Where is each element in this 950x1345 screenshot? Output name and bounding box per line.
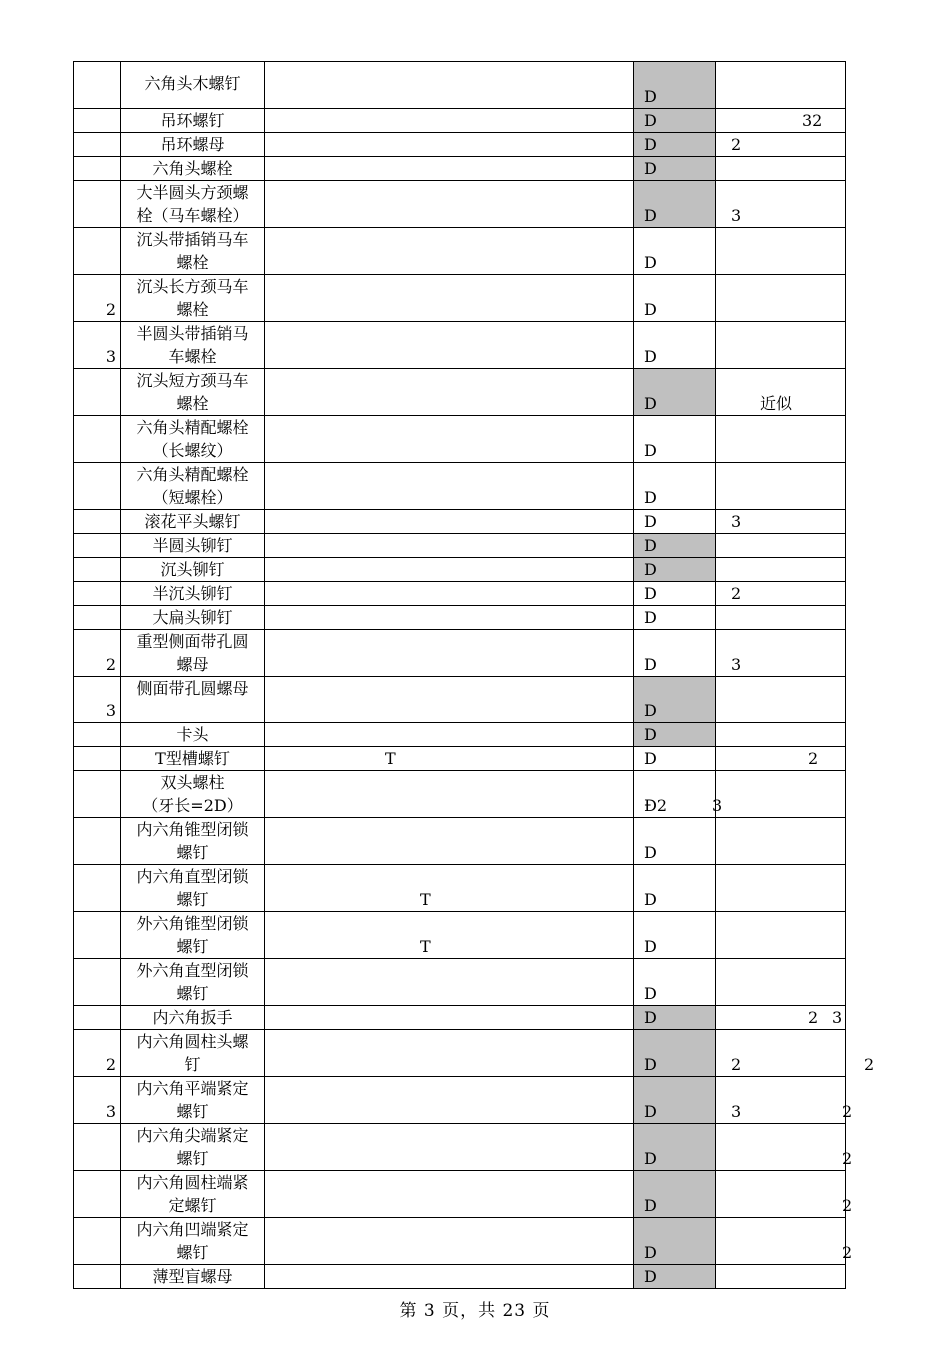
diameter-label: D bbox=[644, 159, 657, 178]
value-cell bbox=[716, 1006, 846, 1030]
table-row bbox=[74, 771, 846, 818]
row-index-cell bbox=[74, 181, 121, 228]
item-name-line: 吊环螺母 bbox=[160, 135, 225, 154]
item-name-cell bbox=[121, 1124, 265, 1171]
diameter-label: D bbox=[644, 560, 657, 579]
item-name-cell bbox=[121, 912, 265, 959]
value-text: 2 bbox=[731, 584, 742, 603]
value-text: 3 bbox=[731, 1102, 742, 1121]
value-text: 近似 bbox=[760, 394, 793, 413]
row-index-cell bbox=[74, 959, 121, 1006]
row-index-cell bbox=[74, 534, 121, 558]
table-row bbox=[74, 62, 846, 109]
fastener-table bbox=[73, 61, 875, 1289]
item-name-cell bbox=[121, 865, 265, 912]
item-name-line: 重型侧面带孔圆 bbox=[136, 632, 249, 651]
diameter-label: D bbox=[644, 536, 657, 555]
value-cell bbox=[716, 322, 846, 369]
item-name-line: 吊环螺钉 bbox=[160, 111, 225, 130]
item-name-line: 大半圆头方颈螺 bbox=[136, 183, 249, 202]
row-index-cell bbox=[74, 818, 121, 865]
value-cell bbox=[716, 630, 846, 677]
diameter-cell bbox=[634, 723, 716, 747]
spec-cell bbox=[265, 322, 634, 369]
diameter-cell bbox=[634, 747, 716, 771]
value-cell bbox=[716, 606, 846, 630]
item-name-cell bbox=[121, 747, 265, 771]
spec-cell bbox=[265, 463, 634, 510]
value-cell bbox=[716, 771, 846, 818]
diameter-label: D bbox=[644, 1267, 657, 1286]
diameter-label: D bbox=[644, 584, 657, 603]
diameter-cell bbox=[634, 109, 716, 133]
row-index-cell bbox=[74, 1171, 121, 1218]
item-name-cell bbox=[121, 1006, 265, 1030]
value-cell bbox=[716, 133, 846, 157]
value-cell bbox=[716, 1077, 853, 1124]
table-row bbox=[74, 157, 846, 181]
item-name-line: 定螺钉 bbox=[168, 1196, 217, 1215]
row-index-cell: 2 bbox=[74, 275, 121, 322]
table-row bbox=[74, 558, 846, 582]
item-name-line: 半圆头铆钉 bbox=[152, 536, 233, 555]
item-name-line: （牙长=2D） bbox=[142, 796, 243, 815]
spec-cell bbox=[265, 181, 634, 228]
overflow-value: 2 bbox=[842, 1196, 853, 1215]
item-name-cell bbox=[121, 1077, 265, 1124]
value-text: 3 bbox=[731, 512, 742, 531]
spec-cell bbox=[265, 912, 634, 959]
value-cell bbox=[716, 534, 846, 558]
item-name-cell bbox=[121, 818, 265, 865]
diameter-label: D bbox=[644, 394, 657, 413]
diameter-cell bbox=[634, 369, 716, 416]
table-row bbox=[74, 865, 846, 912]
row-index-cell: 3 bbox=[74, 322, 121, 369]
diameter-label: D bbox=[644, 206, 657, 225]
table-row bbox=[74, 181, 846, 228]
table-row bbox=[74, 109, 846, 133]
row-index-cell bbox=[74, 228, 121, 275]
value-cell bbox=[716, 1030, 875, 1077]
row-index-cell bbox=[74, 558, 121, 582]
item-name-line: 螺钉 bbox=[176, 1243, 209, 1262]
diameter-cell bbox=[634, 534, 716, 558]
item-name-line: 沉头短方颈马车 bbox=[136, 371, 249, 390]
item-name-line: 沉头长方颈马车 bbox=[136, 277, 249, 296]
item-name-line: 螺钉 bbox=[176, 1102, 209, 1121]
item-name-cell bbox=[121, 416, 265, 463]
diameter-label: D bbox=[644, 890, 657, 909]
spec-cell bbox=[265, 818, 634, 865]
item-name-cell bbox=[121, 157, 265, 181]
spec-cell bbox=[265, 747, 634, 771]
row-index-cell bbox=[74, 865, 121, 912]
spec-cell bbox=[265, 1077, 634, 1124]
diameter-cell bbox=[634, 959, 716, 1006]
item-name-line: 卡头 bbox=[176, 725, 209, 744]
diameter-cell bbox=[634, 416, 716, 463]
item-name-line: 车螺栓 bbox=[168, 347, 217, 366]
diameter-cell bbox=[634, 818, 716, 865]
value-cell bbox=[716, 959, 846, 1006]
row-index-cell bbox=[74, 723, 121, 747]
table-row bbox=[74, 1218, 846, 1265]
item-name-line: 外六角直型闭锁 bbox=[136, 961, 249, 980]
row-index-cell: 2 bbox=[74, 630, 121, 677]
value-cell bbox=[716, 157, 846, 181]
value-cell bbox=[716, 1265, 846, 1289]
diameter-cell bbox=[634, 463, 716, 510]
value-cell bbox=[716, 228, 846, 275]
row-index-cell bbox=[74, 62, 121, 109]
value-cell bbox=[716, 510, 846, 534]
spec-cell bbox=[265, 558, 634, 582]
diameter-cell bbox=[634, 1030, 716, 1077]
spec-cell bbox=[265, 62, 634, 109]
item-name-cell bbox=[121, 1265, 265, 1289]
table-row bbox=[74, 1030, 846, 1077]
diameter-label: D bbox=[644, 655, 657, 674]
item-name-line: （短螺栓） bbox=[152, 488, 233, 507]
row-index-cell bbox=[74, 1265, 121, 1289]
item-name-line: 内六角锥型闭锁 bbox=[136, 820, 249, 839]
diameter-label: D bbox=[644, 984, 657, 1003]
diameter-cell bbox=[634, 228, 716, 275]
diameter-extra: 3 bbox=[712, 796, 723, 815]
item-name-line: 六角头精配螺栓 bbox=[136, 465, 249, 484]
diameter-label: D bbox=[644, 749, 657, 768]
row-index-cell bbox=[74, 771, 121, 818]
item-name-line: 内六角平端紧定 bbox=[136, 1079, 249, 1098]
item-name-line: 大扁头铆钉 bbox=[152, 608, 233, 627]
item-name-cell bbox=[121, 62, 265, 109]
diameter-cell bbox=[634, 865, 716, 912]
overflow-value: 2 bbox=[842, 1102, 853, 1121]
item-name-line: 滚花平头螺钉 bbox=[144, 512, 241, 531]
table-row bbox=[74, 369, 846, 416]
value-text: 2 bbox=[808, 1008, 819, 1027]
spec-cell bbox=[265, 1171, 634, 1218]
table-row bbox=[74, 1077, 846, 1124]
row-index-cell bbox=[74, 582, 121, 606]
row-index-cell bbox=[74, 606, 121, 630]
spec-cell bbox=[265, 723, 634, 747]
value-cell bbox=[716, 865, 846, 912]
row-index-cell bbox=[74, 133, 121, 157]
item-name-cell bbox=[121, 275, 265, 322]
value-text: 3 bbox=[731, 206, 742, 225]
value-cell bbox=[716, 723, 846, 747]
diameter-cell bbox=[634, 606, 716, 630]
diameter-cell bbox=[634, 677, 716, 723]
row-index-cell: 2 bbox=[74, 1030, 121, 1077]
value-text: 2 bbox=[808, 749, 819, 768]
value-cell bbox=[716, 558, 846, 582]
row-index-cell bbox=[74, 416, 121, 463]
diameter-cell bbox=[634, 62, 716, 109]
spec-cell bbox=[265, 133, 634, 157]
diameter-label: D bbox=[644, 843, 657, 862]
diameter-cell bbox=[634, 558, 716, 582]
table-row bbox=[74, 510, 846, 534]
item-name-line: 螺栓 bbox=[176, 253, 209, 272]
diameter-label: D bbox=[644, 441, 657, 460]
diameter-cell bbox=[634, 1124, 716, 1171]
spec-cell bbox=[265, 582, 634, 606]
item-name-cell bbox=[121, 369, 265, 416]
diameter-cell bbox=[634, 157, 716, 181]
table-row bbox=[74, 677, 846, 723]
item-name-cell bbox=[121, 1030, 265, 1077]
value-cell bbox=[716, 677, 846, 723]
table-row bbox=[74, 912, 846, 959]
item-name-line: 栓（马车螺栓） bbox=[136, 206, 249, 225]
table-row bbox=[74, 322, 846, 369]
diameter-label: D bbox=[644, 300, 657, 319]
spec-cell bbox=[265, 510, 634, 534]
item-name-line: 内六角圆柱头螺 bbox=[136, 1032, 249, 1051]
spec-cell bbox=[265, 630, 634, 677]
spec-cell bbox=[265, 369, 634, 416]
item-name-line: 内六角尖端紧定 bbox=[136, 1126, 249, 1145]
item-name-line: 螺钉 bbox=[176, 843, 209, 862]
item-name-cell bbox=[121, 558, 265, 582]
row-index-cell bbox=[74, 109, 121, 133]
spec-cell bbox=[265, 1218, 634, 1265]
item-name-cell bbox=[121, 771, 265, 818]
item-name-cell bbox=[121, 606, 265, 630]
row-index-cell: 3 bbox=[74, 1077, 121, 1124]
spec-mark: T bbox=[385, 749, 396, 768]
item-name-cell bbox=[121, 1218, 265, 1265]
value-text: 2 bbox=[731, 135, 742, 154]
table-row bbox=[74, 723, 846, 747]
item-name-line: 螺栓 bbox=[176, 394, 209, 413]
value-cell bbox=[716, 818, 846, 865]
table-row bbox=[74, 747, 846, 771]
table-row bbox=[74, 1124, 846, 1171]
item-name-line: 沉头铆钉 bbox=[160, 560, 225, 579]
item-name-cell bbox=[121, 959, 265, 1006]
item-name-line: 螺钉 bbox=[176, 984, 209, 1003]
diameter-label: D bbox=[644, 701, 657, 720]
diameter-cell bbox=[634, 582, 716, 606]
diameter-label: Ð2 bbox=[644, 796, 668, 815]
row-index-cell bbox=[74, 510, 121, 534]
diameter-label: D bbox=[644, 1243, 657, 1262]
table-row bbox=[74, 1265, 846, 1289]
item-name-line: T型槽螺钉 bbox=[155, 749, 230, 768]
spec-cell bbox=[265, 416, 634, 463]
diameter-cell bbox=[634, 912, 716, 959]
item-name-line: 薄型盲螺母 bbox=[152, 1267, 233, 1286]
spec-mark: T bbox=[420, 890, 431, 909]
value-cell bbox=[716, 1171, 853, 1218]
value-cell bbox=[716, 275, 846, 322]
diameter-label: D bbox=[644, 1055, 657, 1074]
item-name-cell bbox=[121, 1171, 265, 1218]
item-name-line: 螺钉 bbox=[176, 1149, 209, 1168]
overflow-value: 2 bbox=[842, 1243, 853, 1262]
item-name-line: 半沉头铆钉 bbox=[152, 584, 233, 603]
item-name-line: 内六角扳手 bbox=[152, 1008, 233, 1027]
row-index-cell bbox=[74, 157, 121, 181]
table-row bbox=[74, 606, 846, 630]
spec-cell bbox=[265, 1006, 634, 1030]
table-row bbox=[74, 416, 846, 463]
row-index-cell bbox=[74, 369, 121, 416]
diameter-label: D bbox=[644, 1149, 657, 1168]
diameter-cell bbox=[634, 275, 716, 322]
diameter-cell bbox=[634, 181, 716, 228]
item-name-line: 螺钉 bbox=[176, 937, 209, 956]
item-name-line: 六角头螺栓 bbox=[152, 159, 233, 178]
item-name-cell bbox=[121, 181, 265, 228]
diameter-label: D bbox=[644, 111, 657, 130]
value-cell bbox=[716, 181, 846, 228]
item-name-cell bbox=[121, 109, 265, 133]
diameter-label: D bbox=[644, 347, 657, 366]
row-index-cell: 3 bbox=[74, 677, 121, 723]
diameter-cell bbox=[634, 1218, 716, 1265]
value-cell bbox=[716, 62, 846, 109]
item-name-cell bbox=[121, 510, 265, 534]
spec-cell bbox=[265, 534, 634, 558]
item-name-cell bbox=[121, 322, 265, 369]
diameter-cell bbox=[634, 1006, 716, 1030]
table-row bbox=[74, 1171, 846, 1218]
spec-cell bbox=[265, 275, 634, 322]
diameter-label: D bbox=[644, 1196, 657, 1215]
item-name-cell bbox=[121, 723, 265, 747]
row-index-cell bbox=[74, 912, 121, 959]
item-name-line: 六角头精配螺栓 bbox=[136, 418, 249, 437]
overflow-value: 2 bbox=[842, 1149, 853, 1168]
item-name-line: 内六角圆柱端紧 bbox=[136, 1173, 249, 1192]
value-cell bbox=[716, 416, 846, 463]
value-cell bbox=[716, 747, 846, 771]
item-name-line: 钉 bbox=[184, 1055, 201, 1074]
table-row bbox=[74, 582, 846, 606]
item-name-cell bbox=[121, 630, 265, 677]
value-text: 32 bbox=[802, 111, 823, 130]
diameter-cell bbox=[634, 510, 716, 534]
table-row bbox=[74, 133, 846, 157]
row-index-cell bbox=[74, 1006, 121, 1030]
value-text-2: 3 bbox=[832, 1008, 843, 1027]
table-row bbox=[74, 275, 846, 322]
table-row bbox=[74, 818, 846, 865]
diameter-cell bbox=[634, 133, 716, 157]
item-name-line: 螺钉 bbox=[176, 890, 209, 909]
table-row bbox=[74, 1006, 846, 1030]
item-name-line: 双头螺柱 bbox=[160, 773, 225, 792]
value-cell bbox=[716, 582, 846, 606]
item-name-cell bbox=[121, 228, 265, 275]
page-footer: 第 3 页，共 23 页 bbox=[399, 1301, 551, 1321]
value-cell bbox=[716, 1218, 853, 1265]
diameter-label: D bbox=[644, 1008, 657, 1027]
spec-cell bbox=[265, 606, 634, 630]
row-index-cell bbox=[74, 1218, 121, 1265]
item-name-cell bbox=[121, 133, 265, 157]
diameter-cell bbox=[634, 322, 716, 369]
item-name-line: 侧面带孔圆螺母 bbox=[136, 679, 249, 698]
table-row bbox=[74, 959, 846, 1006]
diameter-label: D bbox=[644, 512, 657, 531]
item-name-line: 内六角直型闭锁 bbox=[136, 867, 249, 886]
spec-cell bbox=[265, 1265, 634, 1289]
spec-cell bbox=[265, 1124, 634, 1171]
diameter-label: D bbox=[644, 488, 657, 507]
value-cell bbox=[716, 463, 846, 510]
table-row bbox=[74, 534, 846, 558]
spec-cell bbox=[265, 865, 634, 912]
diameter-label: D bbox=[644, 87, 657, 106]
item-name-line: 外六角锥型闭锁 bbox=[136, 914, 249, 933]
item-name-line: 内六角凹端紧定 bbox=[136, 1220, 249, 1239]
spec-cell bbox=[265, 228, 634, 275]
row-index-cell bbox=[74, 1124, 121, 1171]
value-text: 2 bbox=[731, 1055, 742, 1074]
table-row bbox=[74, 228, 846, 275]
value-cell bbox=[716, 369, 846, 416]
diameter-cell bbox=[634, 1077, 716, 1124]
value-cell bbox=[716, 1124, 853, 1171]
diameter-label: D bbox=[644, 937, 657, 956]
value-text: 3 bbox=[731, 655, 742, 674]
diameter-label: D bbox=[644, 725, 657, 744]
item-name-line: 螺母 bbox=[176, 655, 209, 674]
item-name-line: （长螺纹） bbox=[152, 441, 233, 460]
spec-cell bbox=[265, 1030, 634, 1077]
item-name-cell bbox=[121, 677, 265, 723]
overflow-value: 2 bbox=[864, 1055, 875, 1074]
diameter-label: D bbox=[644, 608, 657, 627]
spec-cell bbox=[265, 157, 634, 181]
row-index-cell bbox=[74, 747, 121, 771]
diameter-cell bbox=[634, 771, 723, 818]
table-row bbox=[74, 630, 846, 677]
diameter-cell bbox=[634, 630, 716, 677]
item-name-line: 六角头木螺钉 bbox=[144, 74, 241, 93]
diameter-cell bbox=[634, 1171, 716, 1218]
spec-mark: T bbox=[420, 937, 431, 956]
value-cell bbox=[716, 912, 846, 959]
table-row bbox=[74, 463, 846, 510]
diameter-cell bbox=[634, 1265, 716, 1289]
spec-cell bbox=[265, 109, 634, 133]
spec-cell bbox=[265, 677, 634, 723]
item-name-line: 半圆头带插销马 bbox=[136, 324, 249, 343]
spec-cell bbox=[265, 771, 634, 818]
item-name-cell bbox=[121, 582, 265, 606]
spec-cell bbox=[265, 959, 634, 1006]
item-name-line: 沉头带插销马车 bbox=[136, 230, 249, 249]
item-name-cell bbox=[121, 534, 265, 558]
value-cell bbox=[716, 109, 846, 133]
item-name-cell bbox=[121, 463, 265, 510]
diameter-label: D bbox=[644, 253, 657, 272]
diameter-label: D bbox=[644, 1102, 657, 1121]
diameter-label: D bbox=[644, 135, 657, 154]
item-name-line: 螺栓 bbox=[176, 300, 209, 319]
row-index-cell bbox=[74, 463, 121, 510]
